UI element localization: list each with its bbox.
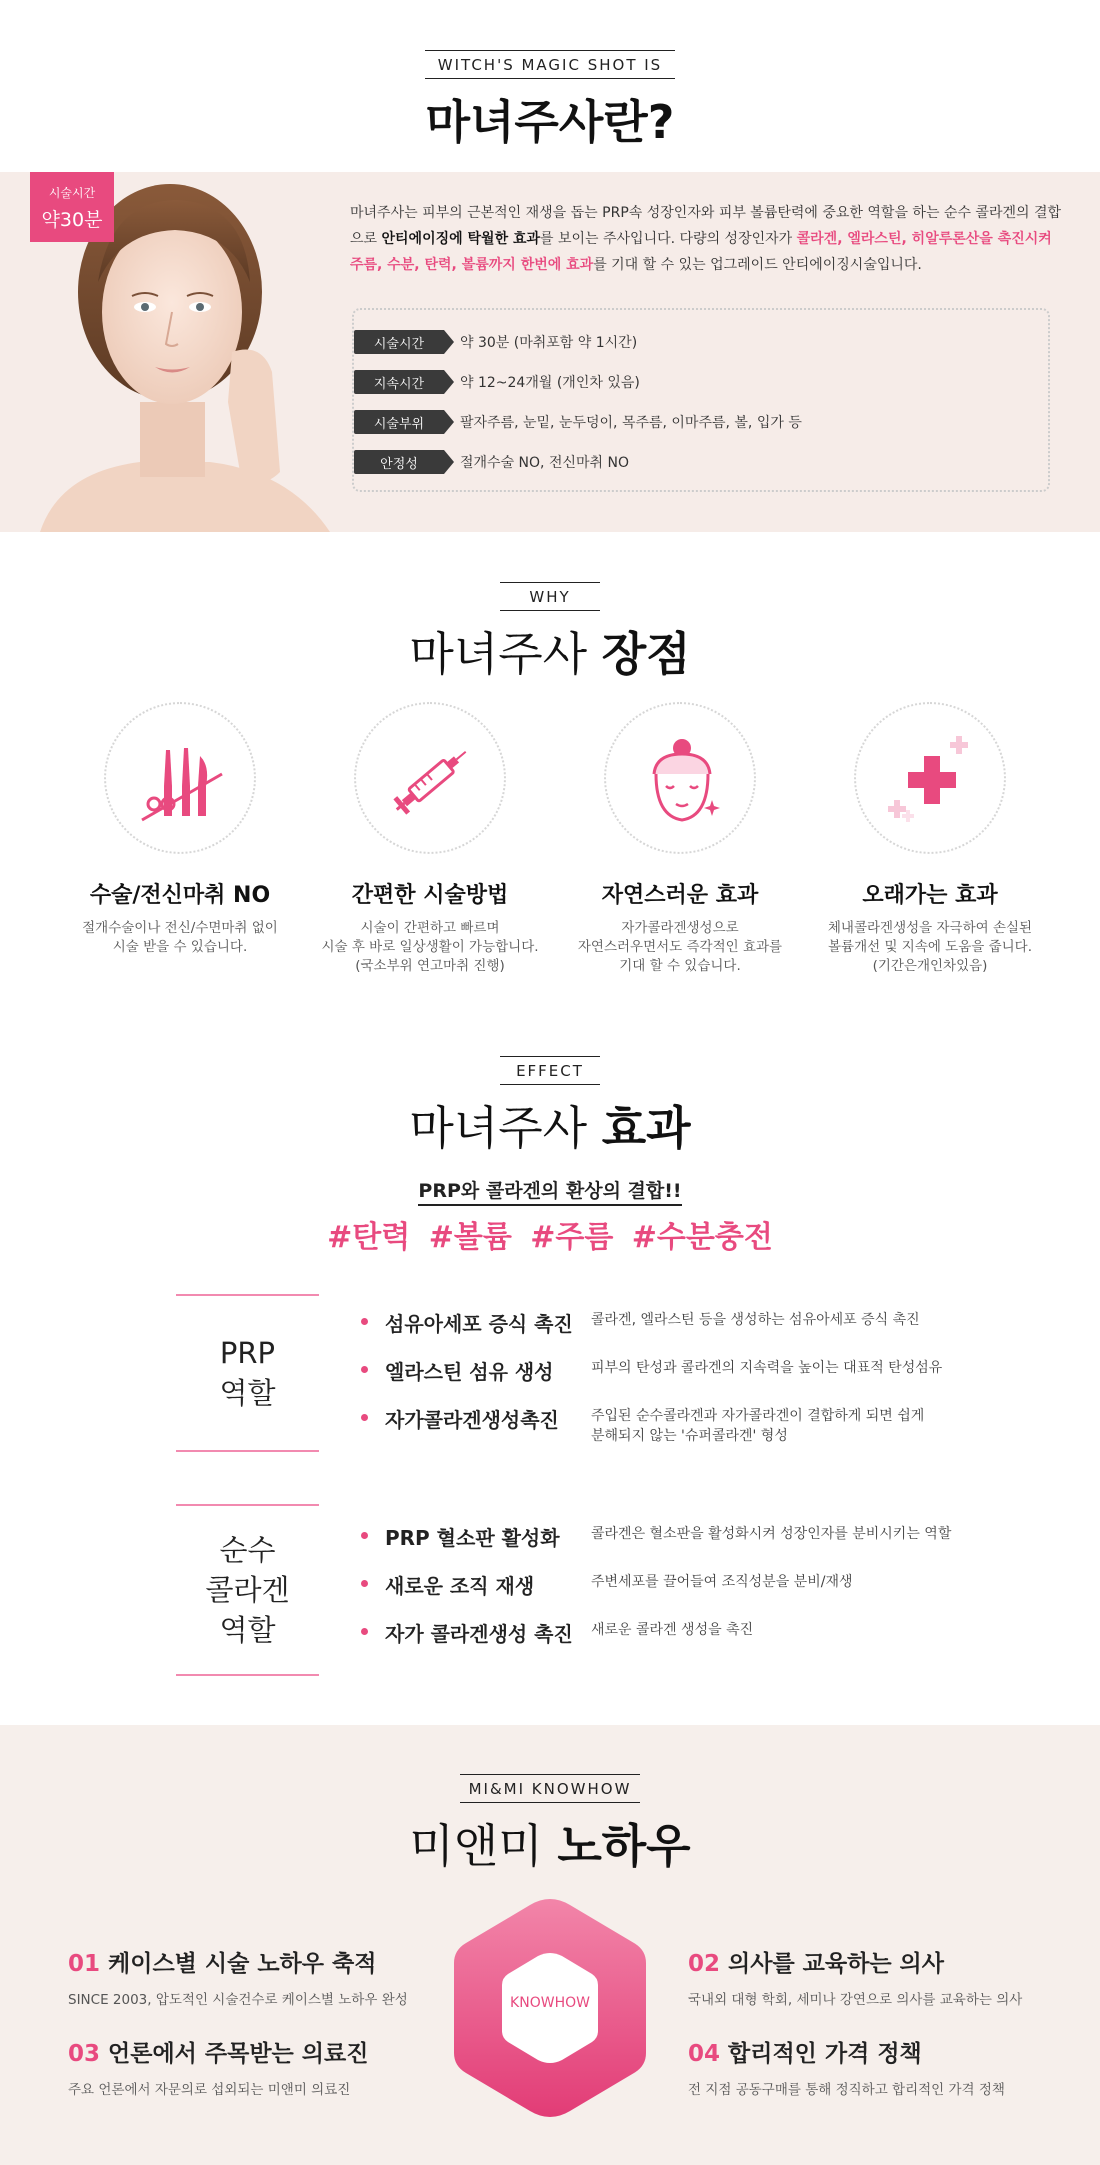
why-eyebrow: WHY <box>500 582 600 611</box>
role-item-name: 새로운 조직 재생 <box>361 1570 591 1599</box>
advantage-title: 자연스러운 효과 <box>601 883 759 908</box>
advantage-icon-circle <box>604 702 756 854</box>
why-title-bold: 장점 <box>601 627 691 681</box>
role-item <box>361 1618 1011 1647</box>
knowhow-item-title <box>68 1945 488 1978</box>
effect-hashtags: #탄력 #볼륨 #주름 #수분충전 <box>327 1220 773 1255</box>
intro-highlight-pink: 콜라겐, 엘라스틴, 히알루론산을 촉진시켜 주름, 수분, 탄력, 볼륨까지 한번에 효과 <box>350 231 1052 273</box>
knowhow-item-number: 01 <box>68 1951 101 1977</box>
intro-text-2: 를 보이는 주사입니다. 다량의 성장인자가 <box>540 231 797 247</box>
intro-highlight-bold: 안티에이징에 탁월한 효과 <box>381 231 541 247</box>
role-item-name: 자가콜라겐생성촉진 <box>361 1404 591 1446</box>
intro-text-3: 를 기대 할 수 있는 업그레이드 안티에이징시술입니다. <box>593 257 922 273</box>
info-value: 절개수술 NO, 전신마취 NO <box>460 455 629 471</box>
role-item-desc: 피부의 탄성과 콜라겐의 지속력을 높이는 대표적 탄성섬유 <box>591 1360 943 1376</box>
knowhow-item-number: 03 <box>68 2041 101 2067</box>
info-row <box>354 410 802 434</box>
role-item-name: 자가 콜라겐생성 촉진 <box>361 1618 591 1647</box>
knowhow-title-bold: 노하우 <box>557 1819 691 1873</box>
advantage-item <box>305 702 555 976</box>
why-title-light: 마녀주사 <box>409 627 602 681</box>
surgical-tools-icon <box>132 730 232 830</box>
role-item-name: 엘라스틴 섬유 생성 <box>361 1356 591 1385</box>
intro-paragraph <box>350 200 1065 278</box>
knowhow-item-desc: 국내외 대형 학회, 세미나 강연으로 의사를 교육하는 의사 <box>688 1992 1023 2008</box>
advantage-icon-circle <box>854 702 1006 854</box>
role-item-name: 섬유아세포 증식 촉진 <box>361 1308 591 1337</box>
knowhow-item-number: 04 <box>688 2041 721 2067</box>
info-label: 지속시간 <box>354 370 444 394</box>
role-item <box>361 1522 1011 1551</box>
advantage-desc: 시술이 간편하고 빠르며 시술 후 바로 일상생활이 가능합니다. (국소부위 연고마취 진행) <box>321 920 539 974</box>
info-row <box>354 370 640 394</box>
role-item-name: PRP 혈소판 활성화 <box>361 1522 591 1551</box>
prp-role-label: PRP 역할 <box>176 1294 319 1452</box>
role-item-desc: 새로운 콜라겐 생성을 촉진 <box>591 1622 754 1638</box>
advantage-icon-circle <box>354 702 506 854</box>
advantage-icon-circle <box>104 702 256 854</box>
advantage-item <box>55 702 305 957</box>
role-item-desc: 콜라겐은 혈소판을 활성화시켜 성장인자를 분비시키는 역할 <box>591 1526 952 1542</box>
role-item-desc: 콜라겐, 엘라스틴 등을 생성하는 섬유아세포 증식 촉진 <box>591 1312 920 1328</box>
time-badge-value: 약30분 <box>41 209 103 231</box>
knowhow-item <box>68 1945 488 2008</box>
knowhow-item-number: 02 <box>688 1951 721 1977</box>
info-label: 안정성 <box>354 450 444 474</box>
role-item <box>361 1308 1011 1337</box>
knowhow-item-title <box>688 2035 1100 2068</box>
role-item <box>361 1356 1011 1385</box>
info-label: 시술부위 <box>354 410 444 434</box>
role-item-desc: 주입된 순수콜라겐과 자가콜라겐이 결합하게 되면 쉽게 분해되지 않는 '슈퍼콜라겐' 형성 <box>591 1408 925 1444</box>
advantage-title: 수술/전신마취 NO <box>89 883 271 908</box>
time-badge <box>30 172 114 242</box>
knowhow-item <box>68 2035 488 2098</box>
info-value: 약 30분 (마취포함 약 1시간) <box>460 335 638 351</box>
intro-text-1: 마녀주사는 피부의 근본적인 재생을 돕는 PRP속 성장인자와 피부 볼륨탄력에 중요한 역할을 하는 순수 콜라겐의 결합으로 <box>350 205 1062 247</box>
advantage-item <box>555 702 805 976</box>
knowhow-item-desc: 주요 언론에서 자문의로 섭외되는 미앤미 의료진 <box>68 2082 351 2098</box>
info-value: 약 12~24개월 (개인차 있음) <box>460 375 640 391</box>
knowhow-item-desc: SINCE 2003, 압도적인 시술건수로 케이스별 노하우 완성 <box>68 1992 408 2008</box>
why-title <box>0 618 1100 684</box>
knowhow-item-desc: 전 지점 공동구매를 통해 정직하고 합리적인 가격 정책 <box>688 2082 1005 2098</box>
advantage-item <box>805 702 1055 976</box>
syringe-icon <box>382 730 482 830</box>
advantage-title: 간편한 시술방법 <box>351 883 509 908</box>
info-label: 시술시간 <box>354 330 444 354</box>
advantage-title: 오래가는 효과 <box>862 883 998 908</box>
effect-title-bold: 효과 <box>601 1101 691 1155</box>
info-row <box>354 450 629 474</box>
knowhow-item-heading: 케이스별 시술 노하우 축적 <box>108 1951 377 1977</box>
info-value: 팔자주름, 눈밑, 눈두덩이, 목주름, 이마주름, 볼, 입가 등 <box>460 415 802 431</box>
advantage-desc: 자가콜라겐생성으로 자연스러우면서도 즉각적인 효과를 기대 할 수 있습니다. <box>577 920 783 974</box>
knowhow-item-heading: 언론에서 주목받는 의료진 <box>108 2041 369 2067</box>
intro-eyebrow: WITCH'S MAGIC SHOT IS <box>425 50 675 79</box>
effect-subhead <box>0 1176 1100 1203</box>
role-item-desc: 주변세포를 끌어들여 조직성분을 분비/재생 <box>591 1574 853 1590</box>
info-row <box>354 330 637 354</box>
plus-sparkle-icon <box>882 730 982 830</box>
face-icon <box>632 730 732 830</box>
role-item <box>361 1570 1011 1599</box>
knowhow-title <box>0 1810 1100 1876</box>
knowhow-item-heading: 합리적인 가격 정책 <box>728 2041 922 2067</box>
effect-title <box>0 1092 1100 1158</box>
intro-title: 마녀주사란? <box>425 95 675 149</box>
collagen-role-label: 순수 콜라겐 역할 <box>176 1504 319 1676</box>
knowhow-center-label: KNOWHOW <box>510 1995 590 2011</box>
knowhow-item-title <box>68 2035 488 2068</box>
knowhow-item-heading: 의사를 교육하는 의사 <box>728 1951 944 1977</box>
effect-title-light: 마녀주사 <box>409 1101 602 1155</box>
time-badge-label: 시술시간 <box>48 186 96 200</box>
knowhow-item <box>688 2035 1100 2098</box>
advantage-desc: 절개수술이나 전신/수면마취 없이 시술 받을 수 있습니다. <box>82 920 278 955</box>
knowhow-item <box>688 1945 1100 2008</box>
knowhow-title-light: 미앤미 <box>409 1819 558 1873</box>
effect-subhead-text: PRP와 콜라겐의 환상의 결합!! <box>418 1180 681 1206</box>
info-box <box>352 308 1050 492</box>
effect-eyebrow: EFFECT <box>500 1056 600 1085</box>
role-item <box>361 1404 1011 1446</box>
advantage-desc: 체내콜라겐생성을 자극하여 손실된 볼륨개선 및 지속에 도움을 줍니다. (기간은개인차있음) <box>827 920 1033 974</box>
knowhow-item-title <box>688 1945 1100 1978</box>
knowhow-eyebrow: MI&MI KNOWHOW <box>460 1774 640 1803</box>
